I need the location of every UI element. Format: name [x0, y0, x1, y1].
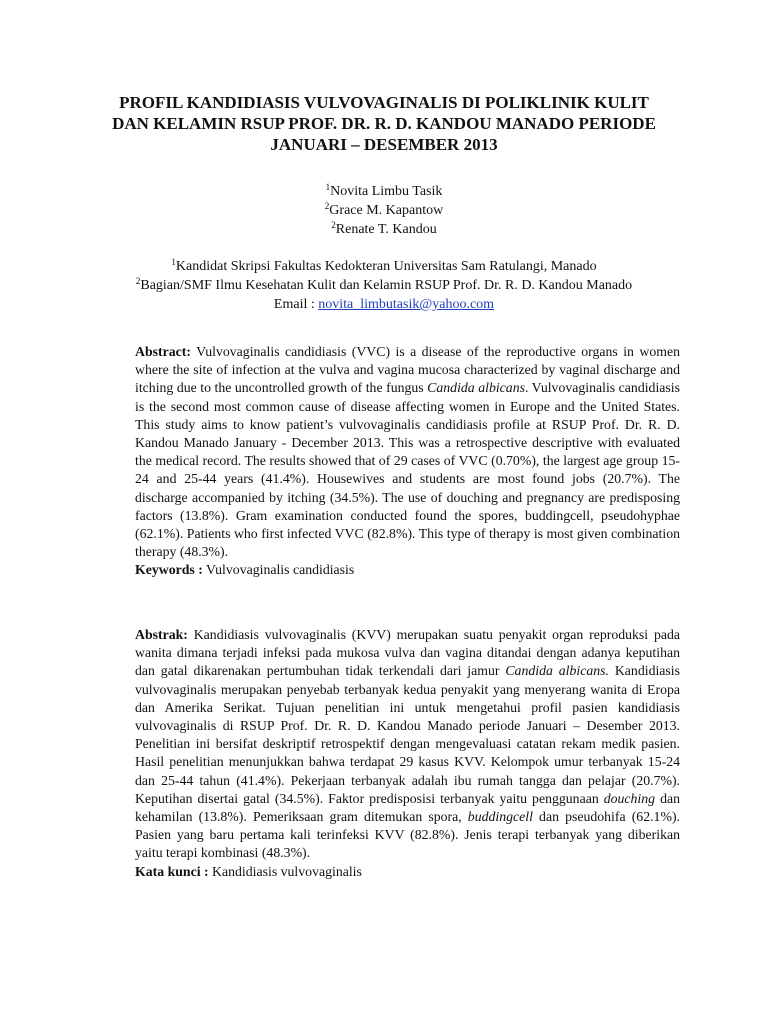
affiliation-text: Bagian/SMF Ilmu Kesehatan Kulit dan Kelamin RSUP Prof. Dr. R. D. Kandou Manado	[140, 278, 633, 293]
abstract-indonesian-text-1: Kandidiasis vulvovaginalis (KVV) merupakan suatu penyakit organ reproduksi pada wanita dimana terjadi infeksi pada mukosa vulva dan vagina ditandai dengan adanya keputihan dan gatal dikarenakan pertumbuhan tidak terkendali dari jamur	[135, 627, 680, 679]
abstract-indonesian-italic-buddingcell: buddingcell	[467, 809, 533, 825]
keywords-indonesian-text: Kandidiasis vulvovaginalis	[208, 863, 362, 879]
affiliation-item	[60, 257, 708, 276]
abstract-indonesian-label: Abstrak:	[135, 627, 188, 642]
abstract-english-body	[135, 343, 680, 561]
abstract-english	[135, 343, 680, 580]
author-item	[184, 182, 584, 201]
author-item	[184, 201, 584, 220]
email-label: Email :	[273, 297, 319, 312]
author-item	[184, 220, 584, 239]
abstract-indonesian-italic-species: Candida albicans.	[505, 663, 609, 679]
email-link[interactable]: novita_limbutasik@yahoo.com	[318, 297, 495, 312]
abstract-indonesian-text-4: dan pseudohifa (62.1%). Pasien yang baru pertama kali terinfeksi KVV (82.8%). Jenis terapi terbanyak yang diberikan yaitu terapi kombinasi (48.3%).	[135, 809, 680, 861]
abstract-indonesian-text-3: dan kehamilan (13.8%). Pemeriksaan gram ditemukan spora,	[135, 790, 680, 825]
author-superscript: 2	[324, 201, 330, 211]
title-line-1: PROFIL KANDIDIASIS VULVOVAGINALIS DI POLIKLINIK KULIT	[119, 93, 649, 112]
abstract-english-text-2: . Vulvovaginalis candidiasis is the second most common cause of disease affecting women in Europe and the United States. This study aims to know patient’s vulvovaginalis candidiasis profile at RSUP Prof. Dr. R. D. Kandou Manado January - December 2013. This was a retrospective descriptive with evaluated the medical record. The results showed that of 29 cases of VVC (0.70%), the largest age group 15-24 and 25-44 years (41.4%). Housewives and students are most found jobs (20.7%). The discharge accompanied by itching (34.5%). The use of douching and pregnancy are predisposing factors (13.8%). Gram examination conducted found the spores, buddingcell, pseudohyphae (62.1%). Patients who first infected VVC (82.8%). This type of therapy is most given combination therapy (48.3%).	[135, 380, 680, 560]
author-superscript: 2	[331, 220, 336, 230]
abstract-indonesian-italic-douching: douching	[603, 790, 656, 806]
abstract-english-text-1: Vulvovaginalis candidiasis (VVC) is a disease of the reproductive organs in women where the site of infection at the vulva and vagina mucosa characterized by vaginal discharge and itching due to the uncontrolled growth of the fungus	[135, 344, 680, 396]
abstract-indonesian	[135, 626, 680, 881]
abstract-english-italic-species: Candida albicans	[427, 380, 525, 396]
title-line-2: DAN KELAMIN RSUP PROF. DR. R. D. KANDOU MANADO PERIODE	[112, 114, 656, 133]
author-name: Grace M. Kapantow	[329, 203, 444, 218]
title-line-3: JANUARI – DESEMBER 2013	[270, 135, 498, 154]
author-superscript: 1	[325, 182, 331, 192]
abstract-indonesian-text-2: Kandidiasis vulvovaginalis merupakan penyebab terbanyak kedua penyakit yang menyerang wanita di Eropa dan Amerika Serikat. Tujuan penelitian ini untuk mengetahui profil pasien kandidiasis vulvovaginalis di RSUP Prof. Dr. R. D. Kandou Manado periode Januari – Desember 2013. Penelitian ini bersifat deskriptif retrospektif dengan mengevaluasi catatan rekam medik pasien. Hasil penelitian menunjukkan bahwa terdapat 29 kasus KVV. Kelompok umur terbanyak 15-24 dan 25-44 tahun (41.4%). Pekerjaan terbanyak adalah ibu rumah tangga dan pelajar (20.7%). Keputihan disertai gatal (34.5%). Faktor predisposisi terbanyak yaitu penggunaan	[135, 663, 680, 806]
author-name: Novita Limbu Tasik	[330, 184, 443, 199]
author-name: Renate T. Kandou	[335, 222, 437, 237]
author-list	[184, 182, 584, 239]
affiliation-text: Kandidat Skripsi Fakultas Kedokteran Universitas Sam Ratulangi, Manado	[175, 259, 597, 274]
affiliation-superscript: 2	[135, 276, 141, 286]
keywords-indonesian-label: Kata kunci :	[135, 863, 209, 879]
keywords-english	[135, 561, 680, 579]
paper-title	[80, 92, 688, 155]
abstract-english-label: Abstract:	[135, 344, 191, 359]
affiliation-superscript: 1	[171, 257, 176, 267]
affiliation-block	[60, 257, 708, 314]
keywords-english-text: Vulvovaginalis candidiasis	[202, 562, 355, 578]
abstract-indonesian-body	[135, 626, 680, 863]
keywords-indonesian	[135, 863, 680, 881]
affiliation-item	[60, 276, 708, 295]
email-line	[60, 295, 708, 314]
keywords-english-label: Keywords :	[135, 562, 203, 578]
